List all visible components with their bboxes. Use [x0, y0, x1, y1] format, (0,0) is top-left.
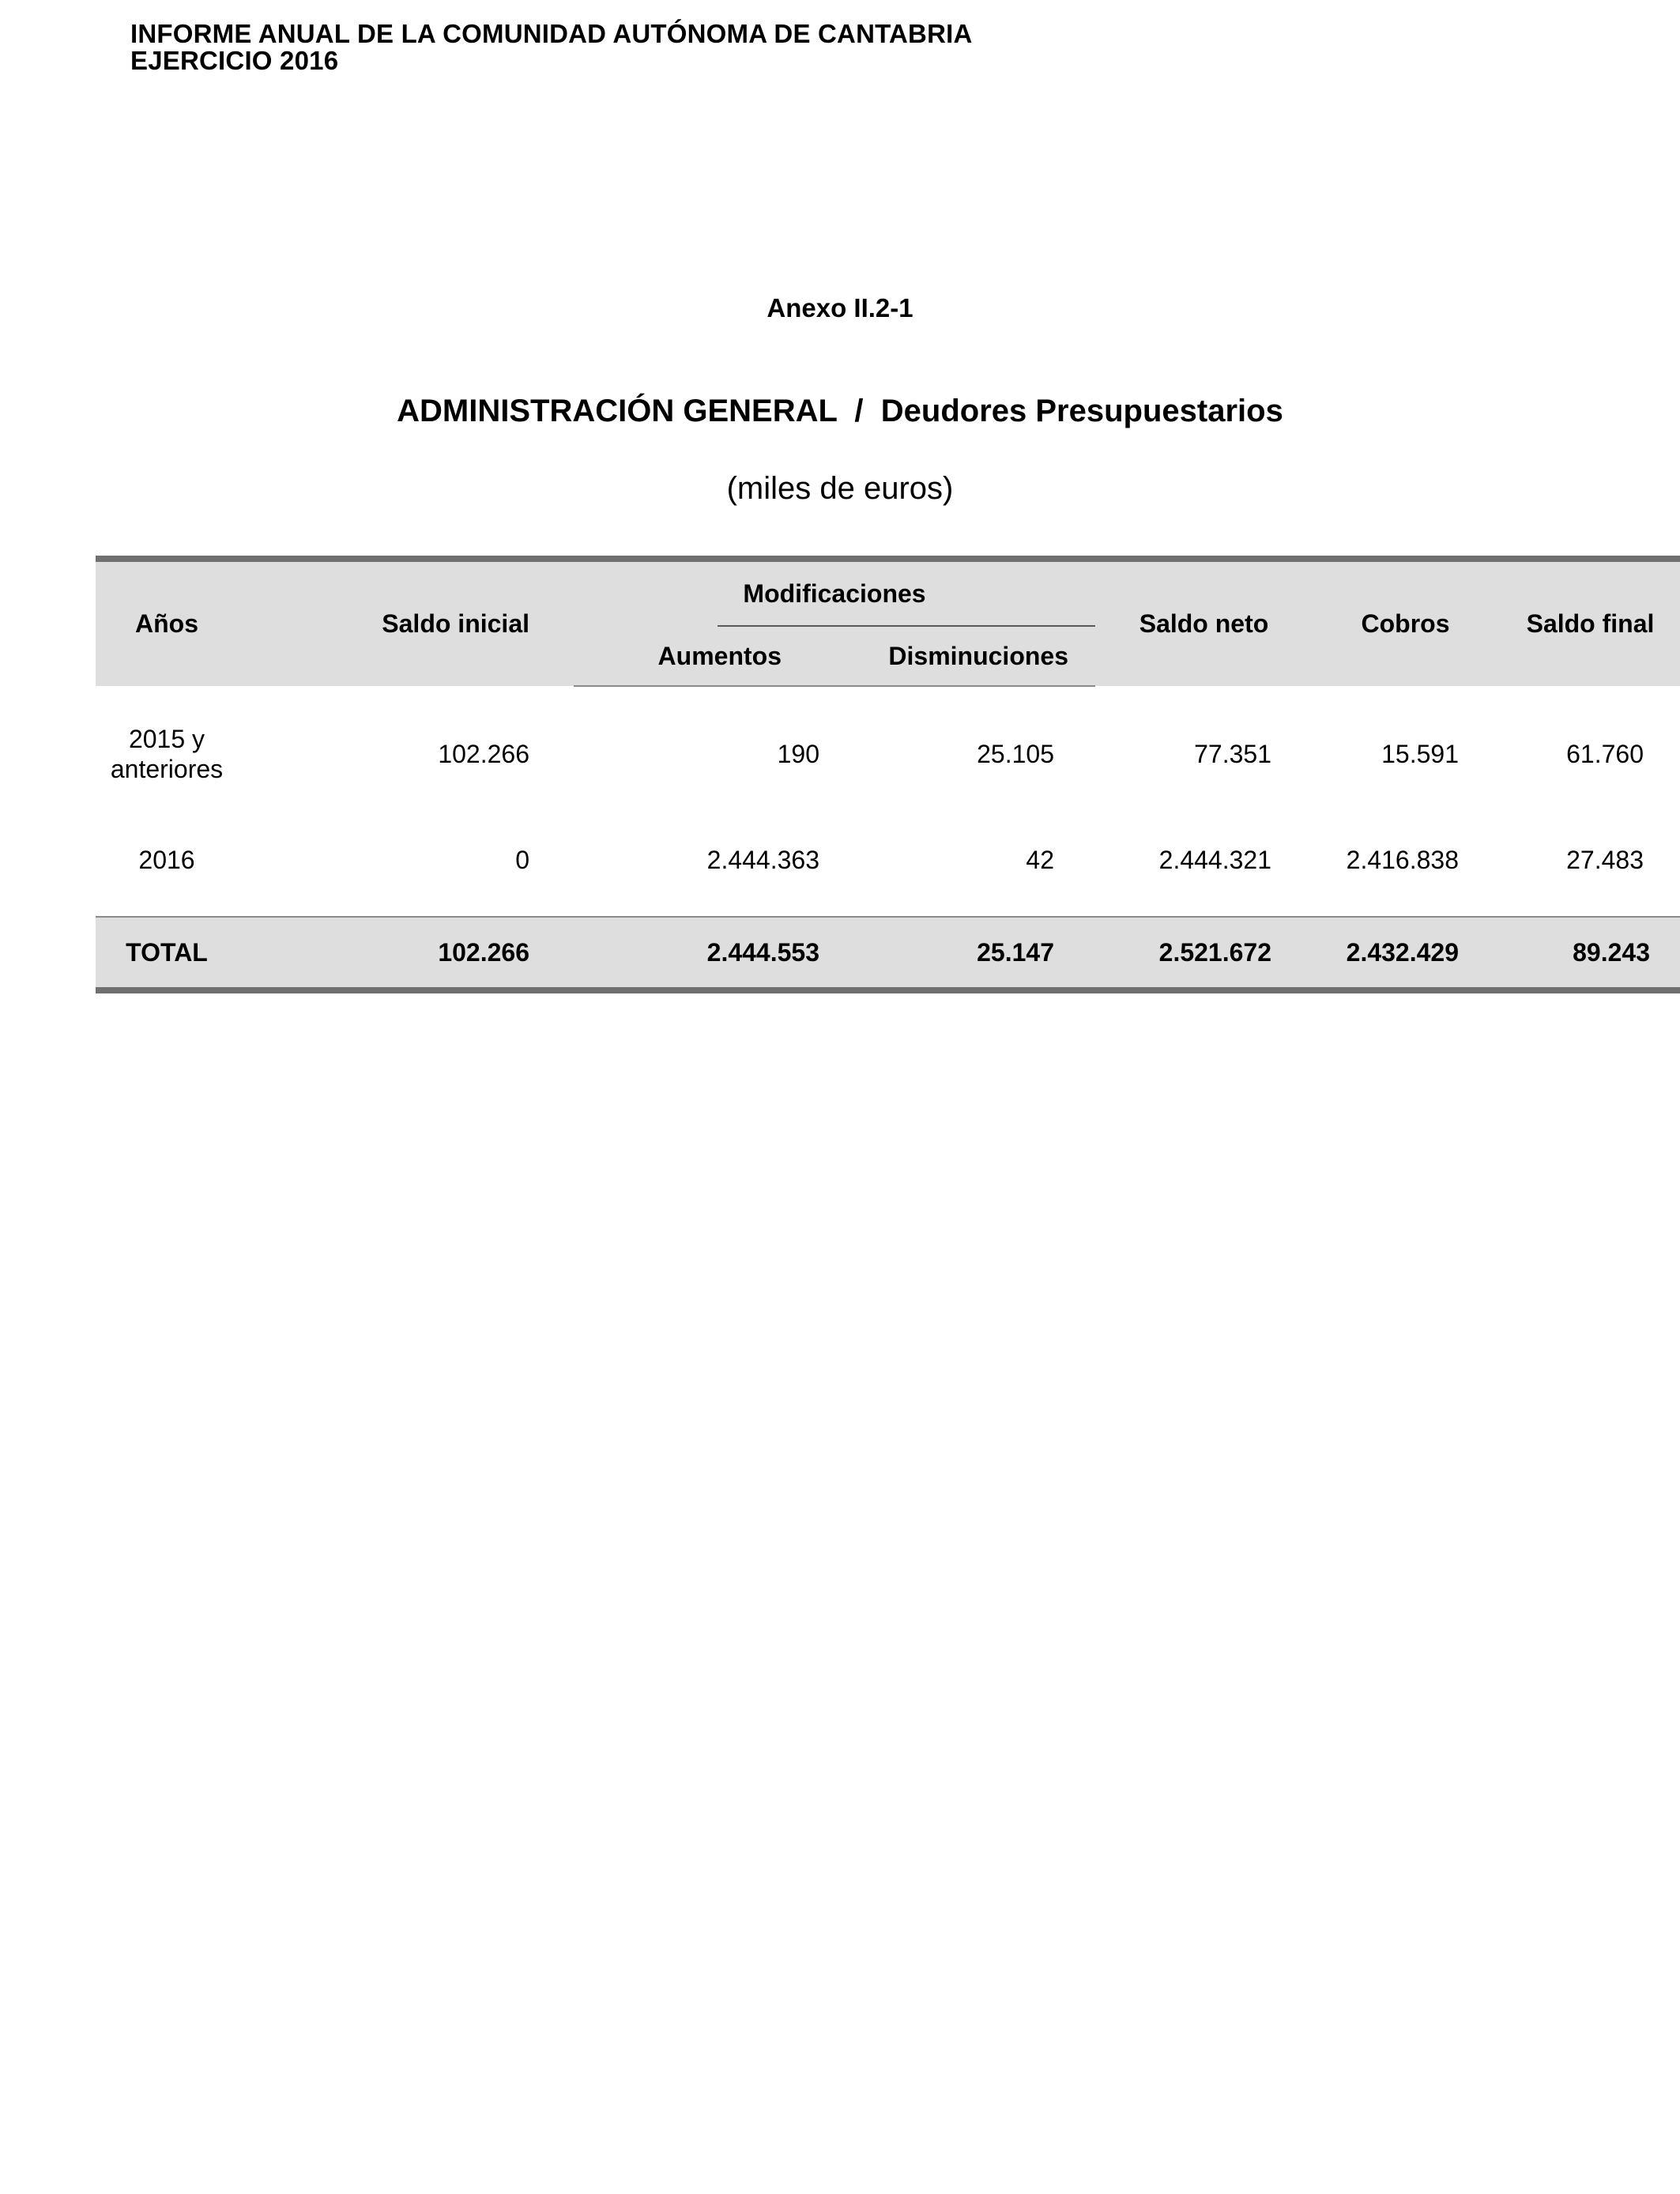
cell-saldo-final: 61.760	[1566, 739, 1644, 768]
cell-saldo-final: 27.483	[1566, 845, 1644, 874]
modificaciones-divider	[718, 625, 1095, 627]
spacer-row	[96, 686, 1680, 704]
total-aumentos: 2.444.553	[574, 917, 854, 990]
total-saldo-final: 89.243	[1498, 917, 1680, 990]
cell-aumentos: 2.444.363	[706, 845, 819, 874]
annex-label: Anexo II.2-1	[767, 293, 913, 322]
col-header-saldo-inicial: Saldo inicial	[238, 559, 574, 686]
total-row	[96, 917, 1680, 990]
cell-saldo-neto: 77.351	[1194, 739, 1271, 768]
row-year-line2: anteriores	[110, 755, 224, 783]
col-header-anos: Años	[96, 559, 238, 686]
cell-cobros: 15.591	[1381, 739, 1459, 768]
document-header	[130, 21, 973, 74]
col-header-disminuciones: Disminuciones	[854, 627, 1095, 686]
cell-disminuciones: 25.105	[977, 739, 1054, 768]
cell-cobros: 2.416.838	[1346, 845, 1459, 874]
col-header-aumentos: Aumentos	[574, 627, 854, 686]
header-line-2: EJERCICIO 2016	[130, 46, 339, 75]
debtors-table-container	[96, 556, 1655, 993]
total-saldo-inicial: 102.266	[238, 917, 574, 990]
col-header-saldo-neto: Saldo neto	[1095, 559, 1313, 686]
total-cobros: 2.432.429	[1313, 917, 1498, 990]
cell-saldo-neto: 2.444.321	[1158, 845, 1271, 874]
col-header-modificaciones	[574, 559, 1095, 627]
page-subtitle: (miles de euros)	[726, 471, 954, 506]
total-saldo-neto: 2.521.672	[1095, 917, 1313, 990]
table-row	[96, 704, 1680, 804]
cell-aumentos: 190	[777, 739, 819, 768]
row-year	[96, 704, 238, 804]
row-year-text	[111, 724, 223, 784]
row-year: 2016	[138, 845, 195, 874]
cell-saldo-inicial: 0	[515, 845, 529, 874]
total-disminuciones: 25.147	[854, 917, 1095, 990]
modificaciones-label: Modificaciones	[743, 579, 926, 608]
col-header-cobros: Cobros	[1313, 559, 1498, 686]
row-year-line1: 2015 y	[128, 725, 205, 753]
page-title: ADMINISTRACIÓN GENERAL / Deudores Presupuestarios	[397, 394, 1283, 428]
col-header-saldo-final: Saldo final	[1498, 559, 1680, 686]
debtors-table	[96, 556, 1680, 993]
cell-disminuciones: 42	[1026, 845, 1054, 874]
header-line-1: INFORME ANUAL DE LA COMUNIDAD AUTÓNOMA DE CANTABRIA	[130, 19, 973, 48]
table-row	[96, 804, 1680, 917]
cell-saldo-inicial: 102.266	[438, 739, 529, 768]
total-label: TOTAL	[96, 917, 238, 990]
